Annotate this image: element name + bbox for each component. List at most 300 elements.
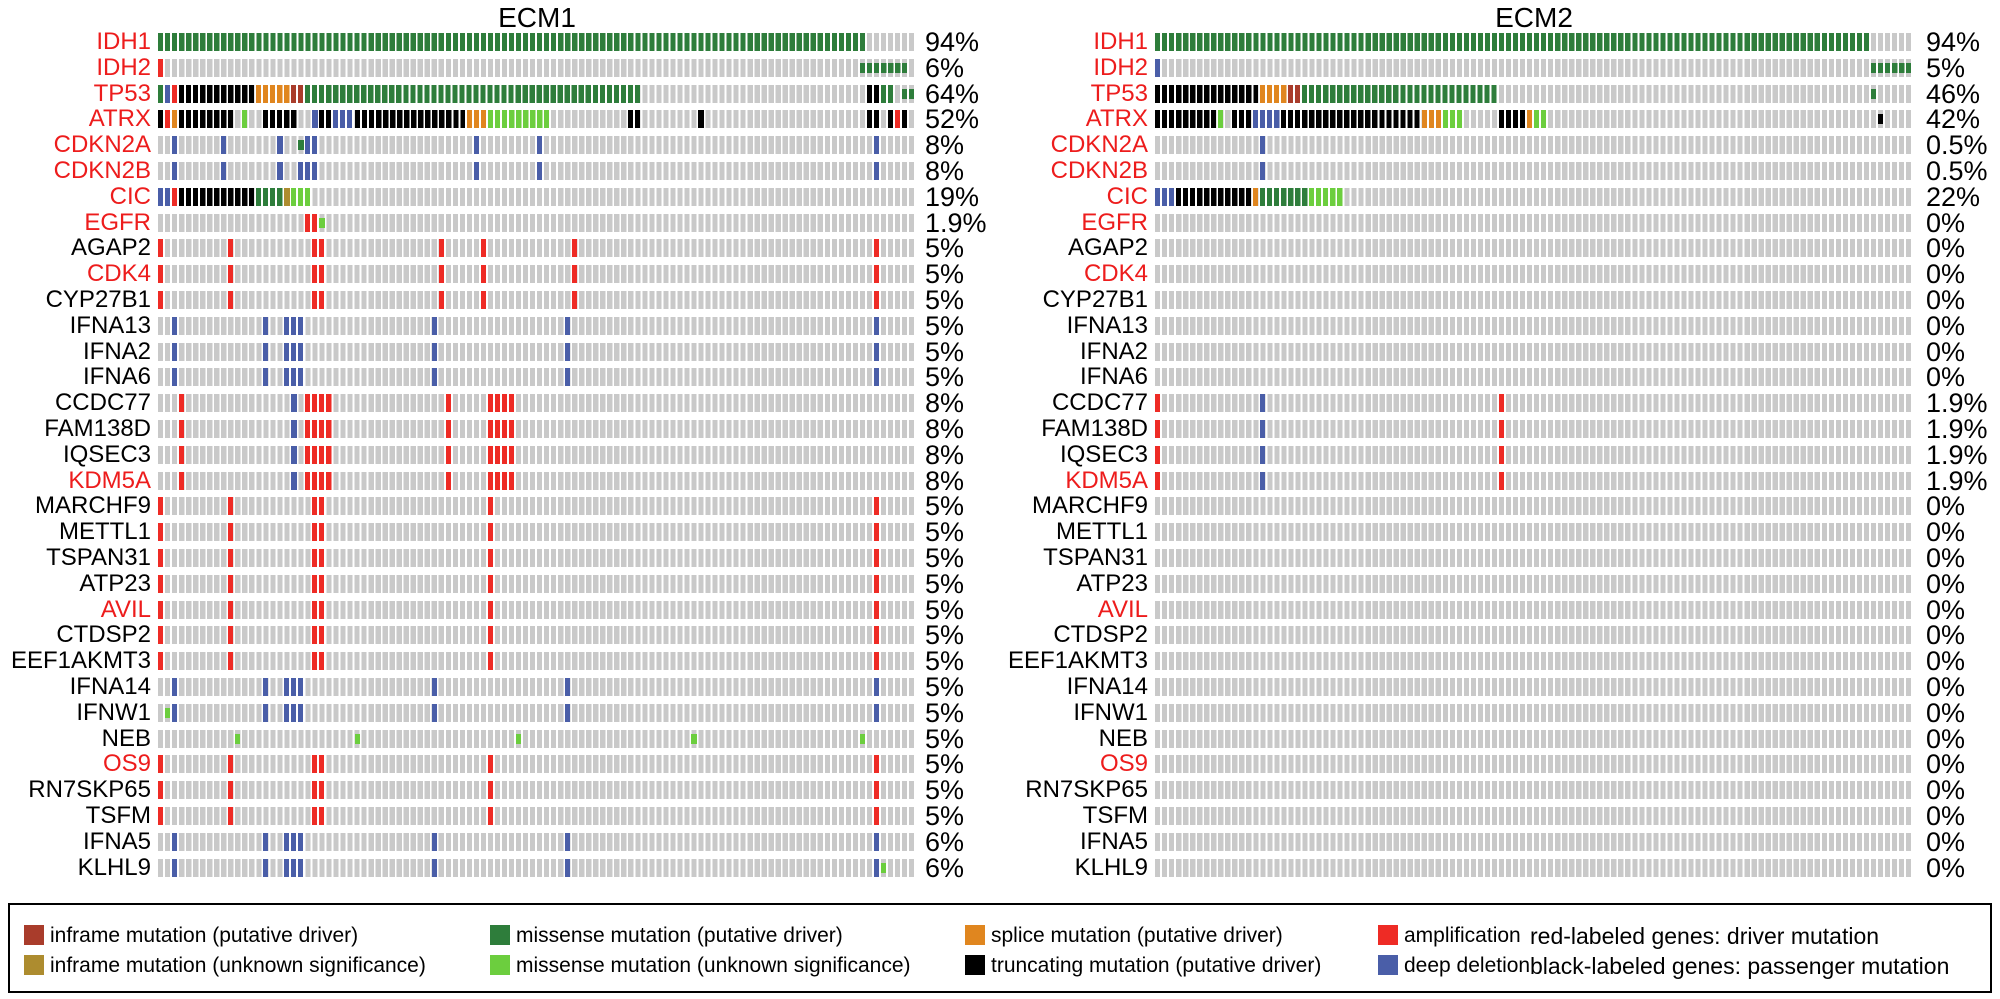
mutation-mark-del [284,343,303,361]
oncoprint-row [158,807,916,825]
gene-label: EGFR [84,208,151,236]
mutation-mark-del [172,368,177,386]
mutation-mark-amp [1499,394,1504,412]
percentage-label: 0% [1926,259,1966,290]
mutation-mark-amp [439,291,444,309]
gene-label: CIC [1106,182,1148,210]
mutation-mark-amp [1155,420,1160,438]
legend-swatch-inf_u [24,955,44,975]
oncoprint-row [1155,446,1913,464]
mutation-mark-inf_d [291,85,303,103]
mutation-mark-inf_d [1288,85,1300,103]
percentage-label: 6% [925,852,965,883]
mutation-mark-amp [158,523,163,541]
mutation-mark-amp [228,549,233,567]
mutation-mark-amp [1499,420,1504,438]
mutation-mark-amp [158,291,163,309]
mutation-mark-amp [305,214,317,232]
legend-swatch-amp [1378,925,1398,945]
gene-label: IDH1 [1093,28,1148,55]
mutation-mark-mis_u [235,734,240,744]
mutation-mark-mis_u [516,734,521,744]
mutation-mark-amp [312,652,324,670]
percentage-label: 46% [1926,78,1981,109]
oncoprint-row [1155,523,1913,541]
gene-label: TP53 [1090,79,1148,107]
mutation-mark-del [284,368,303,386]
percentage-label: 0.5% [1926,130,1988,161]
gene-label: IFNA2 [82,337,151,365]
oncoprint-row [1155,420,1913,438]
oncoprint-row [158,394,916,412]
gene-label: IFNA13 [1066,311,1148,339]
gene-label: IFNW1 [1073,698,1148,726]
legend-note-driver: red-labeled genes: driver mutation [1530,923,1880,949]
gene-label: CDKN2A [1050,131,1148,159]
oncoprint-row [158,136,916,154]
mutation-mark-del [1253,110,1279,128]
mutation-mark-splice [1253,188,1258,206]
gene-label: KDM5A [1065,466,1148,494]
percentage-label: 1.9% [925,207,987,238]
percentage-label: 0% [1926,620,1966,651]
gene-label: EEF1AKMT3 [10,647,151,675]
percentage-label: 0% [1926,491,1966,522]
mutation-mark-amp [312,549,324,567]
mutation-mark-trunc [355,110,465,128]
mutation-mark-trunc [319,110,331,128]
mutation-mark-del [172,678,177,696]
mutation-mark-amp [228,626,233,644]
mutation-mark-amp [158,59,163,77]
mutation-mark-amp [481,265,486,283]
oncoprint-row [1155,343,1913,361]
mutation-mark-del [263,859,268,877]
mutation-mark-mis_u [1443,110,1462,128]
mutation-mark-amp [488,549,493,567]
oncoprint-row [1155,626,1913,644]
mutation-mark-del [158,188,170,206]
gene-label: RN7SKP65 [1025,776,1148,804]
gene-label: IDH2 [1093,53,1148,81]
gene-label: IFNA5 [1079,827,1148,855]
gene-label: CDKN2A [53,131,151,159]
mutation-mark-amp [312,497,324,515]
percentage-label: 5% [925,594,965,625]
mutation-mark-amp [488,626,493,644]
mutation-mark-trunc [263,110,296,128]
oncoprint-row [158,575,916,593]
mutation-mark-del [432,704,437,722]
legend-item-label: missense mutation (unknown significance) [516,954,911,977]
mutation-mark-del [474,136,479,154]
mutation-mark-del [172,833,177,851]
mutation-mark-mis_d [1260,188,1307,206]
percentage-label: 5% [925,362,965,393]
mutation-mark-mis_d [305,85,640,103]
gene-label: AGAP2 [1067,234,1148,262]
percentage-label: 64% [925,78,980,109]
gene-label: TSPAN31 [1043,544,1148,571]
percentage-label: 19% [925,181,980,212]
percentage-label: 0% [1926,646,1966,677]
oncoprint-row [158,678,916,696]
oncoprint-row [158,188,916,206]
oncoprint-row [1155,317,1913,335]
gene-label: CTDSP2 [56,621,151,649]
mutation-mark-del [565,859,570,877]
percentage-label: 5% [1926,52,1966,83]
mutation-mark-splice [467,110,486,128]
mutation-mark-del [263,317,268,335]
mutation-mark-amp [305,446,331,464]
gene-label: KDM5A [68,466,151,494]
mutation-mark-amp [312,781,324,799]
gene-label: MARCHF9 [34,492,151,520]
mutation-mark-amp [158,239,163,257]
oncoprint-row [158,549,916,567]
mutation-mark-del [298,162,317,180]
legend-swatch-mis_u [490,955,510,975]
panel-title-ecm1: ECM1 [498,2,576,33]
mutation-mark-amp [446,472,451,490]
mutation-mark-amp [446,420,451,438]
mutation-mark-mis_d [298,140,303,150]
oncoprint-row [158,859,916,877]
mutation-mark-trunc [1878,114,1883,124]
legend-swatch-trunc [965,955,985,975]
percentage-label: 94% [1926,27,1981,57]
percentage-label: 5% [925,491,965,522]
percentage-label: 1.9% [1926,388,1988,419]
mutation-mark-amp [1499,446,1504,464]
gene-label: AVIL [1097,595,1148,623]
oncoprint-row [158,291,916,309]
mutation-mark-trunc [698,110,703,128]
mutation-mark-del [165,85,170,103]
mutation-mark-del [172,859,177,877]
mutation-mark-amp [172,188,177,206]
gene-label: NEB [101,724,151,752]
gene-label: CCDC77 [1051,389,1148,417]
gene-label: IFNA14 [69,673,151,700]
mutation-mark-del [565,833,570,851]
percentage-label: 0% [1926,697,1966,728]
mutation-mark-amp [158,265,163,283]
oncoprint-row [1155,704,1913,722]
mutation-mark-del [221,136,226,154]
oncoprint-row [1155,33,1913,51]
percentage-label: 8% [925,439,965,470]
percentage-label: 0% [1926,362,1966,393]
mutation-mark-del [432,833,437,851]
mutation-mark-mis_d [1871,63,1911,73]
mutation-mark-del [565,678,570,696]
mutation-mark-del [172,343,177,361]
mutation-mark-splice [256,85,289,103]
gene-label: IDH2 [96,53,151,81]
oncoprint-row [1155,59,1913,77]
gene-label: KLHL9 [77,853,151,881]
mutation-mark-del [1155,59,1160,77]
mutation-mark-amp [312,291,324,309]
percentage-label: 1.9% [1926,414,1988,444]
percentage-label: 0% [1926,543,1966,573]
gene-label: ATRX [88,105,151,133]
mutation-mark-amp [179,420,184,438]
mutation-mark-amp [158,497,163,515]
mutation-mark-splice [1422,110,1441,128]
mutation-mark-mis_d [1871,89,1876,99]
gene-label: IFNA2 [1079,337,1148,365]
oncoprint-row [158,755,916,773]
percentage-label: 0% [1926,568,1966,599]
gene-label: IFNW1 [76,698,151,726]
mutation-mark-amp [488,420,514,438]
percentage-label: 0% [1926,336,1966,367]
oncoprint-row [158,265,916,283]
oncoprint-row [158,59,916,77]
legend-item-label: inframe mutation (unknown significance) [50,954,426,977]
mutation-mark-mis_u [242,110,247,128]
mutation-mark-amp [446,446,451,464]
gene-label: OS9 [102,750,151,778]
mutation-mark-del [1260,446,1265,464]
gene-label: CDKN2B [53,157,151,184]
mutation-mark-del [1260,136,1265,154]
percentage-label: 5% [925,697,965,728]
gene-label: IFNA13 [69,311,151,339]
mutation-mark-amp [488,497,493,515]
mutation-mark-del [263,833,268,851]
gene-label: ATP23 [79,569,151,597]
gene-label: KLHL9 [1074,853,1148,881]
mutation-mark-amp [228,497,233,515]
mutation-mark-del [312,110,317,128]
mutation-mark-amp [158,781,163,799]
mutation-mark-amp [312,523,324,541]
mutation-mark-del [333,110,352,128]
gene-label: CDK4 [1083,260,1148,288]
mutation-mark-amp [481,291,486,309]
mutation-mark-amp [312,265,324,283]
mutation-mark-del [565,317,570,335]
mutation-mark-amp [158,755,163,773]
gene-label: TSFM [85,802,151,829]
mutation-mark-amp [179,446,184,464]
oncoprint-row [158,368,916,386]
mutation-mark-amp [179,472,184,490]
gene-label: CTDSP2 [1053,621,1148,649]
mutation-mark-del [221,162,226,180]
mutation-mark-amp [488,652,493,670]
mutation-mark-amp [228,807,233,825]
mutation-mark-amp [488,523,493,541]
mutation-mark-amp [228,523,233,541]
mutation-mark-splice [172,110,177,128]
percentage-label: 5% [925,310,965,341]
mutation-mark-amp [1499,472,1504,490]
mutation-mark-del [432,678,437,696]
percentage-label: 5% [925,646,965,677]
gene-label: NEB [1098,724,1148,752]
oncoprint-row [158,626,916,644]
percentage-label: 0% [1926,775,1966,806]
oncoprint-row [158,472,916,490]
legend-item-label: missense mutation (putative driver) [516,924,843,947]
percentage-label: 5% [925,517,965,548]
percentage-label: 0% [1926,517,1966,548]
mutation-mark-amp [158,807,163,825]
mutation-mark-amp [228,652,233,670]
mutation-mark-del [172,704,177,722]
mutation-mark-splice [1527,110,1532,128]
oncoprint-row [158,317,916,335]
mutation-mark-splice [1260,85,1286,103]
gene-label: IFNA6 [82,363,151,391]
mutation-mark-amp [446,394,451,412]
mutation-mark-amp [488,781,493,799]
gene-label: CDK4 [86,260,151,288]
legend-swatch-inf_d [24,925,44,945]
mutation-mark-del [1260,162,1265,180]
oncoprint-row [158,652,916,670]
gene-label: CYP27B1 [1042,286,1148,313]
percentage-label: 8% [925,156,965,186]
percentage-label: 1.9% [1926,439,1988,470]
oncoprint-row [1155,497,1913,515]
mutation-mark-del [291,472,296,490]
mutation-mark-del [537,136,542,154]
mutation-mark-amp [312,626,324,644]
mutation-mark-del [277,136,282,154]
mutation-mark-del [172,317,177,335]
mutation-mark-amp [228,755,233,773]
percentage-label: 0% [1926,672,1966,702]
mutation-mark-trunc [1155,110,1216,128]
mutation-mark-del [263,704,268,722]
mutation-mark-trunc [158,110,163,128]
mutation-mark-amp [158,626,163,644]
mutation-mark-amp [312,575,324,593]
gene-label: IDH1 [96,28,151,55]
mutation-mark-trunc [179,110,233,128]
gene-label: TSFM [1082,802,1148,829]
oncoprint-row [158,601,916,619]
mutation-mark-mis_u [488,110,549,128]
percentage-label: 0% [1926,594,1966,625]
percentage-label: 5% [925,620,965,651]
mutation-mark-trunc [179,85,254,103]
mutation-mark-amp [1155,472,1160,490]
mutation-mark-mis_u [291,188,310,206]
mutation-mark-amp [228,781,233,799]
mutation-mark-trunc [179,188,254,206]
oncoprint-row [1155,678,1913,696]
oncoprint-row [158,85,916,103]
gene-label: IFNA5 [82,827,151,855]
mutation-mark-amp [158,575,163,593]
mutation-mark-amp [228,575,233,593]
gene-label: METTL1 [58,518,151,546]
mutation-mark-mis_d [1155,33,1869,51]
mutation-mark-del [432,343,437,361]
mutation-mark-amp [572,291,577,309]
oncoprint-row [158,420,916,438]
mutation-mark-mis_u [1309,188,1342,206]
percentage-label: 8% [925,465,965,496]
oncoprint-row [1155,188,1913,206]
mutation-mark-del [432,317,437,335]
percentage-label: 0% [1926,801,1966,831]
oncoprint-row [1155,394,1913,412]
legend-note-passenger: black-labeled genes: passenger mutation [1530,953,1950,979]
mutation-mark-mis_d [256,188,282,206]
mutation-mark-del [277,162,282,180]
percentage-label: 52% [925,104,980,135]
mutation-mark-mis_u [355,734,360,744]
legend-swatch-mis_d [490,925,510,945]
gene-label: EEF1AKMT3 [1007,647,1148,675]
mutation-mark-amp [439,239,444,257]
mutation-mark-del [263,678,268,696]
mutation-mark-amp [228,265,233,283]
percentage-label: 0% [1926,826,1966,857]
gene-label: OS9 [1099,750,1148,778]
oncoprint-row [158,523,916,541]
mutation-mark-amp [488,394,514,412]
mutation-mark-amp [488,755,493,773]
percentage-label: 5% [925,775,965,806]
mutation-mark-inf_u [284,188,289,206]
oncoprint-row [1155,781,1913,799]
oncoprint-row [1155,730,1913,748]
gene-label: CDKN2B [1050,157,1148,184]
gene-label: MARCHF9 [1031,492,1148,520]
mutation-mark-del [291,420,296,438]
percentage-label: 0% [1926,207,1966,238]
mutation-mark-trunc [1499,110,1525,128]
percentage-label: 8% [925,130,965,161]
gene-label: AGAP2 [70,234,151,262]
mutation-mark-amp [165,110,170,128]
mutation-mark-amp [158,549,163,567]
oncoprint-row [1155,239,1913,257]
mutation-mark-trunc [1232,110,1251,128]
gene-label: FAM138D [44,415,151,442]
oncoprint-row [1155,291,1913,309]
percentage-label: 5% [925,801,965,831]
mutation-mark-del [284,859,303,877]
oncoprint-row [158,704,916,722]
mutation-mark-trunc [1155,85,1258,103]
mutation-mark-amp [305,394,331,412]
mutation-mark-mis_u [165,708,170,718]
mutation-mark-amp [488,446,514,464]
percentage-label: 8% [925,388,965,419]
gene-label: IFNA14 [1066,673,1148,700]
legend-item-label: inframe mutation (putative driver) [50,924,359,947]
mutation-mark-amp [158,652,163,670]
mutation-mark-mis_d [1302,85,1497,103]
gene-label: CYP27B1 [45,286,151,313]
legend-item-label: splice mutation (putative driver) [991,924,1283,947]
percentage-label: 22% [1926,181,1981,212]
gene-label: EGFR [1081,208,1148,236]
mutation-mark-del [263,343,268,361]
legend-item-label: deep deletion [1404,954,1531,977]
mutation-mark-amp [305,472,331,490]
